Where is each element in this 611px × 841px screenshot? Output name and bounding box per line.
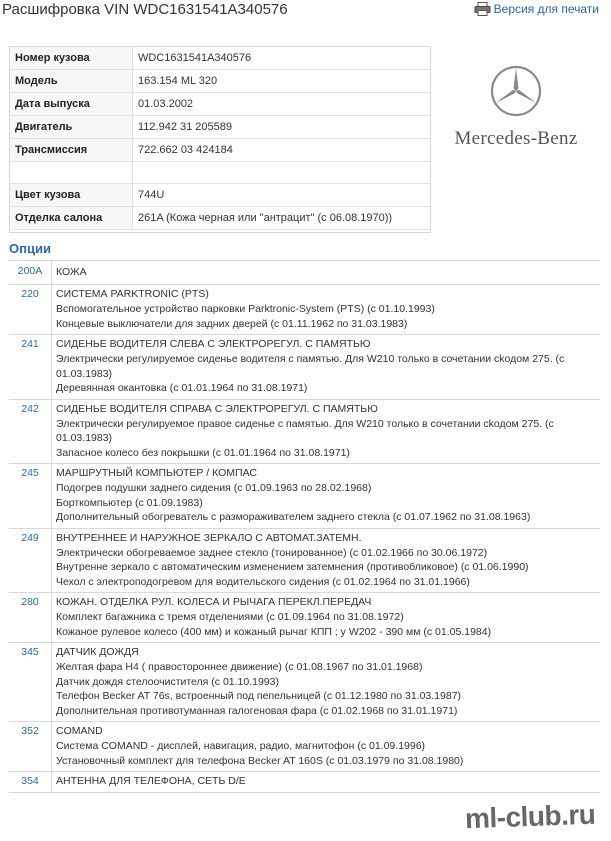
vehicle-row	[10, 47, 430, 70]
option-row	[9, 399, 600, 464]
option-row	[9, 772, 600, 793]
vehicle-row-label: Модель	[10, 70, 133, 93]
option-line: Борткомпьютер (с 01.09.1983)	[56, 496, 203, 509]
vehicle-row-spacer	[10, 162, 430, 184]
vehicle-row-spacer-cell	[133, 162, 431, 184]
vehicle-row-value: 112.942 31 205589	[133, 116, 431, 139]
option-title: КОЖАН. ОТДЕЛКА РУЛ. КОЛЕСА И РЫЧАГА ПЕРЕКЛ.ПЕРЕДАЧ	[56, 596, 372, 608]
options-heading: Опции	[9, 241, 51, 256]
brand-logo-block	[436, 64, 596, 164]
option-code[interactable]: 220	[9, 285, 52, 335]
option-description	[52, 772, 601, 793]
option-code[interactable]: 352	[9, 722, 52, 772]
option-line: Деревянная окантовка (с 01.01.1964 по 31.08.1971)	[56, 382, 308, 394]
option-row	[9, 464, 600, 529]
option-description	[52, 643, 601, 722]
option-row	[9, 593, 600, 643]
vehicle-row-label: Цвет кузова	[10, 184, 133, 207]
vehicle-row	[10, 207, 430, 230]
option-line: Комплект багажника с тремя отделениями (с 01.09.1964 по 31.08.1972)	[56, 611, 404, 623]
vehicle-row	[10, 139, 430, 162]
option-title: СИДЕНЬЕ ВОДИТЕЛЯ СПРАВА С ЭЛЕКТРОРЕГУЛ. С ПАМЯТЬЮ	[56, 402, 378, 415]
option-description	[52, 285, 601, 335]
option-description	[52, 399, 601, 464]
vehicle-row	[10, 184, 430, 207]
print-version-label[interactable]: Версия для печати	[493, 2, 599, 16]
option-title: АНТЕННА ДЛЯ ТЕЛЕФОНА, СЕТЬ D/E	[56, 775, 246, 787]
site-watermark: ml-club.ru	[464, 798, 596, 835]
option-code[interactable]: 245	[9, 464, 52, 529]
option-code[interactable]: 354	[9, 772, 52, 793]
option-title: СИСТЕМА PARKTRONIC (PTS)	[56, 288, 209, 300]
option-row	[9, 261, 600, 285]
option-line: Желтая фара H4 ( правостороннее движение) (с 01.08.1967 по 31.01.1968)	[56, 661, 423, 673]
option-line: Чехол с электроподогревом для водительского сидения (с 01.02.1964 по 31.01.1966)	[56, 575, 470, 588]
option-line: Электрически регулируемое правое сиденье с памятью. Для W210 только в сочетании сkодом 275. (с 01.03.1983)	[56, 417, 554, 444]
option-description	[52, 528, 601, 593]
option-line: Дополнительная противотуманная галогеновая фара (с 01.02.1968 по 31.01.1971)	[56, 704, 458, 717]
option-line: Система COMAND - дисплей, навигация, радио, магнитофон (с 01.09.1996)	[56, 740, 426, 752]
option-description	[52, 464, 601, 529]
brand-name: Mercedes-Benz	[454, 128, 578, 149]
option-code[interactable]: 200A	[9, 261, 52, 285]
vehicle-row-label: Двигатель	[10, 116, 133, 139]
option-row	[9, 643, 600, 722]
vehicle-row-value: 163.154 ML 320	[133, 70, 431, 93]
vehicle-row-label: Дата выпуска	[10, 93, 133, 116]
option-line: Вспомогательное устройство парковки Parktronic-System (PTS) (с 01.10.1993)	[56, 303, 435, 315]
option-line: Запасное колесо без покрышки (с 01.01.1964 по 31.08.1971)	[56, 446, 350, 459]
option-line: Внутренне зеркало с автоматическим изменением затемнения (противобликовое) (с 01.06.1990)	[56, 561, 529, 573]
option-title: COMAND	[56, 725, 103, 737]
option-line: Кожаное рулевое колесо (400 мм) и кожаный рычаг КПП ; у W202 - 390 мм (с 01.05.1984)	[56, 625, 492, 638]
option-line: Электрически регулируемое сиденье водителя с памятью. Для W210 только в сочетании сkодом 275. (с 01.03.1983)	[56, 353, 565, 380]
vehicle-row-label: Номер кузова	[10, 47, 133, 70]
option-row	[9, 285, 600, 335]
option-line: Электрически обогреваемое заднее стекло (тонированное) (с 01.02.1966 по 30.06.1972)	[56, 546, 488, 559]
vehicle-row	[10, 116, 430, 139]
option-title: КОЖА	[56, 266, 87, 278]
option-title: СИДЕНЬЕ ВОДИТЕЛЯ СЛЕВА С ЭЛЕКТРОРЕГУЛ. С ПАМЯТЬЮ	[56, 338, 371, 350]
mercedes-star-icon	[489, 64, 543, 118]
option-title: ВНУТРЕННЕЕ И НАРУЖНОЕ ЗЕРКАЛО С АВТОМАТ.ЗАТЕМН.	[56, 531, 362, 544]
option-title: ДАТЧИК ДОЖДЯ	[56, 646, 139, 658]
vehicle-info-table	[9, 46, 431, 233]
vehicle-row-value: 01.03.2002	[133, 93, 431, 116]
option-description	[52, 335, 601, 400]
page-title: Расшифровка VIN WDC1631541A340576	[2, 1, 288, 18]
option-line: Дополнительный обогреватель с размораживателем заднего стекла (с 01.07.1962 по 31.08.1963)	[56, 511, 531, 523]
options-table	[9, 260, 600, 841]
option-code[interactable]: 345	[9, 643, 52, 722]
option-code[interactable]: 280	[9, 593, 52, 643]
vehicle-row-value: 744U	[133, 184, 431, 207]
page-header	[0, 0, 611, 24]
option-line: Установочный комплект для телефона Becker AT 160S (с 01.03.1979 по 31.08.1980)	[56, 754, 464, 767]
vehicle-row-value: 722.662 03 424184	[133, 139, 431, 162]
option-code[interactable]: 242	[9, 399, 52, 464]
vehicle-row	[10, 70, 430, 93]
option-row	[9, 528, 600, 593]
option-line: Подогрев подушки заднего сидения (с 01.09.1963 по 28.02.1968)	[56, 482, 372, 494]
option-code[interactable]: 241	[9, 335, 52, 400]
print-version-link[interactable]	[474, 2, 599, 16]
vehicle-row-spacer-cell	[10, 162, 133, 184]
option-row	[9, 335, 600, 400]
option-row	[9, 722, 600, 772]
option-description	[52, 722, 601, 772]
vehicle-row-value: 261A (Кожа черная или "антрацит" (с 06.08.1970))	[133, 207, 431, 230]
option-title: МАРШРУТНЫЙ КОМПЬЮТЕР / КОМПАС	[56, 467, 257, 479]
option-description	[52, 261, 601, 285]
vehicle-row-label: Трансмиссия	[10, 139, 133, 162]
option-code[interactable]: 249	[9, 528, 52, 593]
vehicle-row-value: WDC1631541A340576	[133, 47, 431, 70]
option-line: Датчик дождя стелоочистителя (с 01.10.1993)	[56, 675, 279, 688]
vehicle-row-label: Отделка салона	[10, 207, 133, 230]
vehicle-row	[10, 93, 430, 116]
option-description	[52, 593, 601, 643]
option-line: Телефон Becker AT 76s, встроенный под пепельницей (с 01.12.1980 по 31.03.1987)	[56, 690, 462, 702]
option-line: Концевые выключатели для задних дверей (с 01.11.1962 по 31.03.1983)	[56, 317, 408, 330]
printer-icon	[474, 2, 492, 16]
